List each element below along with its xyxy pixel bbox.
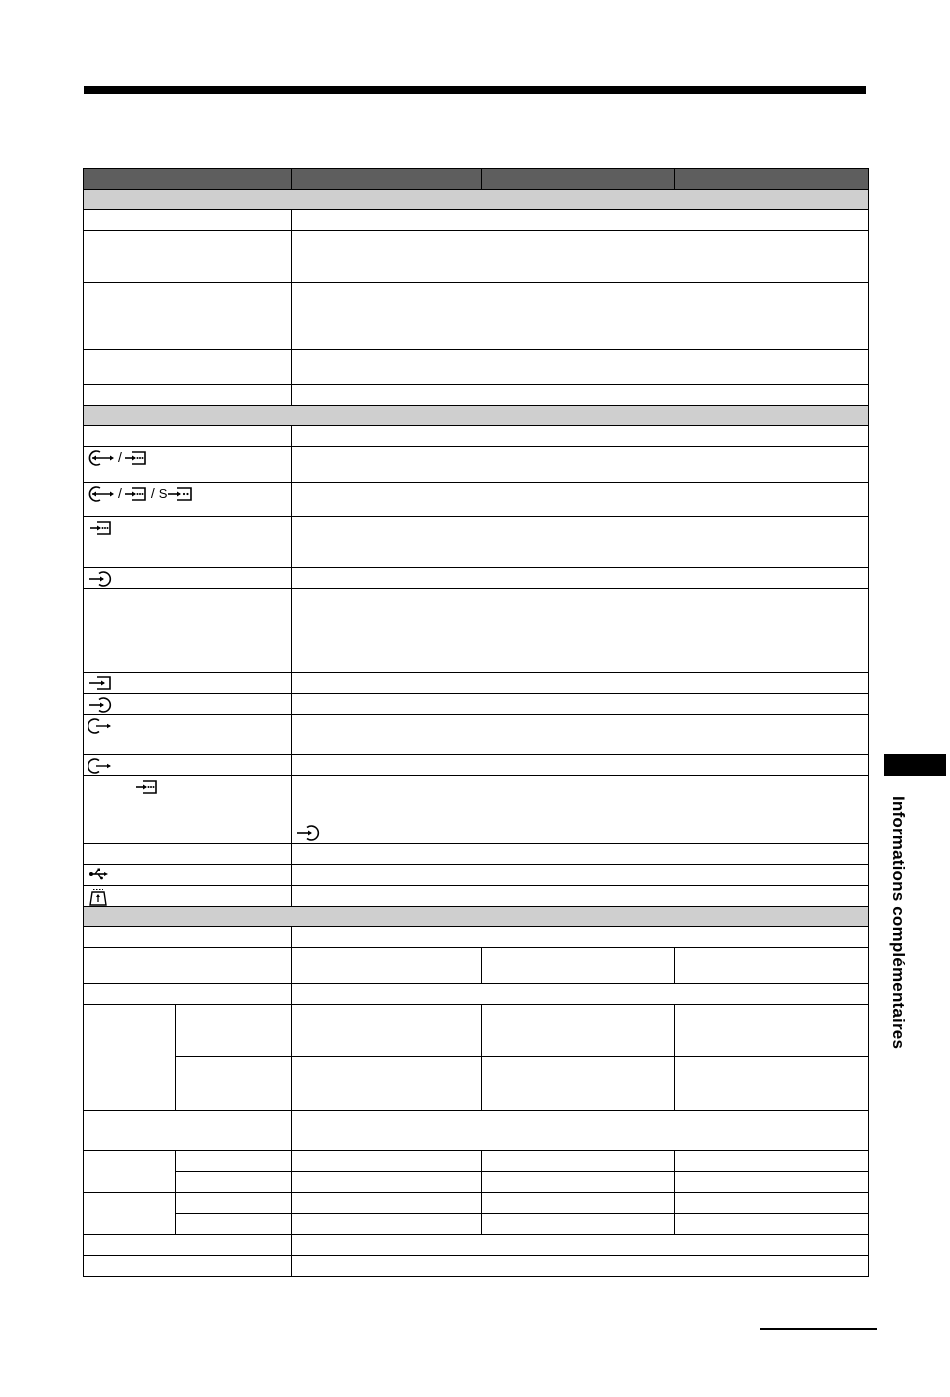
usb-icon: [88, 867, 110, 881]
table-row: [84, 755, 869, 776]
table-row: [84, 385, 869, 406]
table-row: [84, 865, 869, 886]
table-row: [84, 694, 869, 715]
audio-in-icon: [88, 570, 114, 588]
table-row: [84, 517, 869, 568]
s-video-label: S: [158, 485, 168, 501]
label-cell: [84, 755, 292, 776]
table-row: [84, 568, 869, 589]
label-cell: [84, 447, 292, 483]
table-row: [84, 447, 869, 483]
section-row: [84, 190, 869, 210]
table-row: [84, 776, 869, 844]
table-row: [84, 231, 869, 283]
table-row: [84, 948, 869, 984]
table-row: [84, 350, 869, 385]
table-row: [84, 1111, 869, 1151]
label-cell: [84, 865, 292, 886]
header-cell: [84, 169, 292, 190]
label-cell: [84, 517, 292, 568]
scart-in-out-icon: [88, 485, 116, 503]
table-row: [84, 1214, 869, 1235]
label-cell: [84, 715, 292, 755]
video-in-icon: [88, 519, 114, 537]
video-in-icon: [123, 449, 149, 467]
specifications-table: [83, 168, 869, 1277]
table-row: [84, 927, 869, 948]
header-cell: [675, 169, 869, 190]
table-row: [84, 1235, 869, 1256]
card-slot-icon: [88, 888, 108, 906]
section-row: [84, 406, 869, 426]
separator-slash: /: [150, 485, 155, 501]
table-row: [84, 844, 869, 865]
header-cell: [292, 169, 482, 190]
table-row: [84, 715, 869, 755]
label-cell: [84, 568, 292, 589]
separator-slash: /: [118, 485, 122, 501]
s-video-in-icon: [167, 485, 195, 503]
table-row: [84, 1256, 869, 1277]
table-row: [84, 589, 869, 673]
audio-out-icon: [88, 757, 114, 775]
video-in-icon: [134, 778, 160, 796]
section-side-label: Informations complémentaires: [889, 796, 908, 1050]
table-row: [84, 426, 869, 447]
audio-in-icon: [88, 696, 114, 714]
audio-out-icon: [88, 717, 114, 735]
separator-slash: /: [118, 449, 122, 465]
header-cell: [482, 169, 675, 190]
section-row: [84, 907, 869, 927]
table-row: [84, 483, 869, 517]
table-row: [84, 283, 869, 350]
label-cell: [84, 694, 292, 715]
section-tab-marker: [884, 754, 946, 776]
bottom-rule: [760, 1328, 877, 1330]
label-cell: [84, 673, 292, 694]
table-row: [84, 1005, 869, 1057]
table-row: [84, 1193, 869, 1214]
table-row: [84, 210, 869, 231]
value-cell: [292, 776, 869, 844]
audio-in-icon: [296, 824, 322, 842]
table-row: [84, 984, 869, 1005]
scart-in-out-icon: [88, 449, 116, 467]
video-in-icon: [123, 485, 149, 503]
table-row: [84, 886, 869, 907]
table-row: [84, 673, 869, 694]
table-row: [84, 1057, 869, 1111]
table-row: [84, 1151, 869, 1172]
label-cell: [84, 776, 292, 844]
table-header-row: [84, 169, 869, 190]
label-cell: [84, 483, 292, 517]
table-row: [84, 1172, 869, 1193]
top-rule: [84, 86, 866, 94]
label-cell: [84, 886, 292, 907]
hdmi-in-icon: [88, 675, 114, 691]
